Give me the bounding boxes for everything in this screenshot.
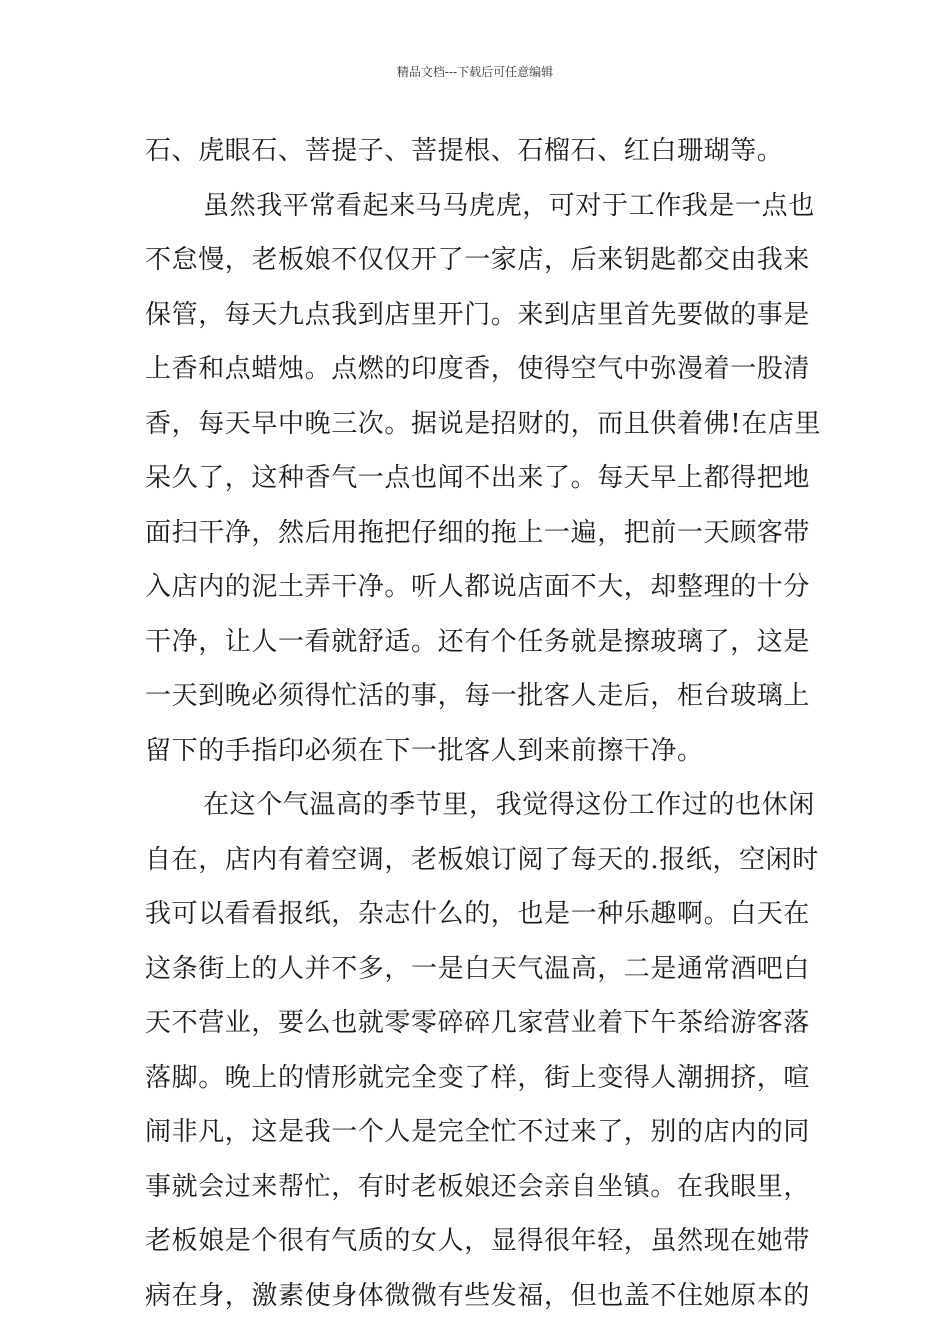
text-line: 入店内的泥土弄干净。听人都说店面不大，却整理的十分 (145, 572, 811, 602)
text-line: 呆久了，这种香气一点也闻不出来了。每天早上都得把地 (145, 463, 811, 493)
text-line: 闹非凡，这是我一个人是完全忙不过来了，别的店内的同 (145, 1117, 811, 1147)
text-line: 老板娘是个很有气质的女人，显得很年轻，虽然现在她带 (145, 1226, 811, 1256)
text-line: 落脚。晚上的情形就完全变了样，街上变得人潮拥挤，喧 (145, 1062, 811, 1093)
text-line: 石、虎眼石、菩提子、菩提根、石榴石、红白珊瑚等。 (145, 136, 784, 166)
text-line: 上香和点蜡烛。点燃的印度香，使得空气中弥漫着一股清 (145, 354, 811, 384)
text-line: 一天到晚必须得忙活的事，每一批客人走后，柜台玻璃上 (145, 681, 811, 711)
text-line: 不怠慢，老板娘不仅仅开了一家店，后来钥匙都交由我来 (145, 245, 811, 275)
text-line: 留下的手指印必须在下一批客人到来前擦干净。 (145, 735, 704, 766)
paragraph-start-line: 在这个气温高的季节里，我觉得这份工作过的也休闲 (203, 790, 815, 820)
text-line: 香，每天早中晚三次。据说是招财的，而且供着佛!在店里 (145, 408, 822, 439)
text-line: 天不营业，要么也就零零碎碎几家营业着下午茶给游客落 (145, 1008, 811, 1038)
text-line: 事就会过来帮忙，有时老板娘还会亲自坐镇。在我眼里， (145, 1171, 811, 1202)
text-line: 我可以看看报纸，杂志什么的，也是一种乐趣啊。白天在 (145, 899, 811, 929)
paragraph-start-line: 虽然我平常看起来马马虎虎，可对于工作我是一点也 (203, 190, 815, 221)
body-text (145, 124, 822, 1323)
page-header: 精品文档---下载后可任意编辑 (396, 65, 554, 79)
text-line: 干净，让人一看就舒适。还有个任务就是擦玻璃了，这是 (145, 626, 811, 657)
text-line: 病在身，激素使身体微微有些发福，但也盖不住她原本的 (145, 1280, 811, 1311)
text-line: 自在，店内有着空调，老板娘订阅了每天的.报纸，空闲时 (145, 844, 819, 875)
text-line: 面扫干净，然后用拖把仔细的拖上一遍，把前一天顾客带 (145, 517, 811, 548)
text-line: 保管，每天九点我到店里开门。来到店里首先要做的事是 (145, 299, 811, 330)
text-line: 这条街上的人并不多，一是白天气温高，二是通常酒吧白 (145, 953, 811, 984)
